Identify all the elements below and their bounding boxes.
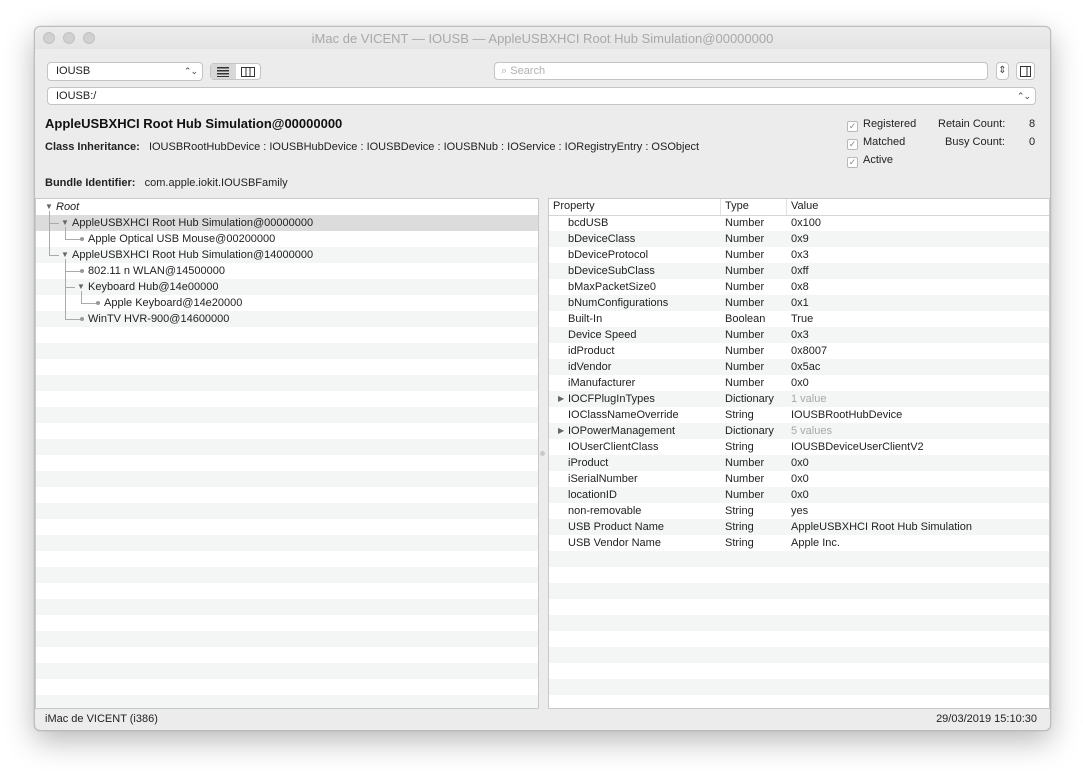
tree-label: Root bbox=[56, 201, 80, 213]
table-header bbox=[549, 199, 1049, 216]
property-type: String bbox=[725, 409, 754, 421]
tree-row[interactable] bbox=[36, 295, 538, 311]
property-row[interactable] bbox=[549, 375, 1049, 391]
property-name: locationID bbox=[568, 489, 617, 501]
property-name: USB Vendor Name bbox=[568, 537, 661, 549]
tree-connector bbox=[65, 319, 81, 320]
property-value: True bbox=[791, 313, 814, 325]
property-type: Number bbox=[725, 329, 765, 341]
property-row[interactable] bbox=[549, 327, 1049, 343]
tree-connector bbox=[65, 239, 81, 240]
tree-label: Apple Keyboard@14e20000 bbox=[104, 297, 243, 309]
property-value: 0x0 bbox=[791, 457, 809, 469]
property-value: 0x3 bbox=[791, 329, 809, 341]
property-row[interactable] bbox=[549, 487, 1049, 503]
property-name: iManufacturer bbox=[568, 377, 636, 389]
disclosure-triangle-icon[interactable]: ▼ bbox=[77, 282, 85, 291]
property-type: Number bbox=[725, 297, 765, 309]
property-type: Number bbox=[725, 489, 765, 501]
property-value: IOUSBRootHubDevice bbox=[791, 409, 903, 421]
tree-connector bbox=[65, 259, 66, 319]
property-value: 0x8007 bbox=[791, 345, 828, 357]
disclosure-triangle-icon[interactable]: ▼ bbox=[45, 202, 53, 211]
registered-label: Registered bbox=[863, 118, 917, 130]
property-value: 0x8 bbox=[791, 281, 809, 293]
column-header-value[interactable]: Value bbox=[791, 200, 819, 212]
busy-count-label: Busy Count: bbox=[945, 136, 1005, 148]
property-row[interactable] bbox=[549, 503, 1049, 519]
property-row[interactable] bbox=[549, 439, 1049, 455]
tree-row-selected[interactable] bbox=[36, 215, 538, 231]
property-type: Number bbox=[725, 345, 765, 357]
property-type: Number bbox=[725, 473, 765, 485]
property-name: Built-In bbox=[568, 313, 603, 325]
chevron-updown-icon: ⌃⌄ bbox=[183, 66, 197, 76]
property-type: String bbox=[725, 441, 754, 453]
checkmark-icon: ✓ bbox=[848, 139, 857, 149]
search-scope-stepper[interactable]: ⇕ bbox=[996, 62, 1009, 80]
tree-label: 802.11 n WLAN@14500000 bbox=[88, 265, 225, 277]
table-row-background bbox=[36, 487, 538, 503]
table-row-background bbox=[36, 391, 538, 407]
property-table[interactable] bbox=[548, 198, 1050, 709]
table-row-background bbox=[549, 615, 1049, 631]
property-type: Number bbox=[725, 249, 765, 261]
checkmark-icon: ✓ bbox=[848, 121, 857, 131]
property-type: Number bbox=[725, 233, 765, 245]
tree-connector bbox=[65, 287, 75, 288]
property-value: 5 values bbox=[791, 425, 832, 437]
property-name: non-removable bbox=[568, 505, 642, 517]
property-value: yes bbox=[791, 505, 809, 517]
property-type: Boolean bbox=[725, 313, 766, 325]
property-type: Number bbox=[725, 457, 765, 469]
property-type: Number bbox=[725, 377, 765, 389]
tree-connector bbox=[65, 227, 66, 239]
table-row-background bbox=[36, 439, 538, 455]
view-mode-control[interactable] bbox=[210, 63, 261, 80]
property-row[interactable] bbox=[549, 343, 1049, 359]
property-type: Number bbox=[725, 217, 765, 229]
property-type: String bbox=[725, 505, 754, 517]
column-header-property[interactable]: Property bbox=[549, 199, 721, 215]
property-type: Number bbox=[725, 361, 765, 373]
tree-label: AppleUSBXHCI Root Hub Simulation@14000000 bbox=[72, 249, 314, 261]
table-row-background bbox=[36, 455, 538, 471]
table-row-background bbox=[36, 631, 538, 647]
table-row-background bbox=[36, 567, 538, 583]
property-type: Dictionary bbox=[725, 425, 774, 437]
property-type: String bbox=[725, 521, 754, 533]
table-row-background bbox=[36, 583, 538, 599]
property-name: IOClassNameOverride bbox=[568, 409, 679, 421]
search-placeholder: Search bbox=[510, 65, 546, 77]
property-type: String bbox=[725, 537, 754, 549]
table-row-background bbox=[36, 551, 538, 567]
bundle-value: com.apple.iokit.IOUSBFamily bbox=[144, 177, 288, 189]
class-inheritance-label: Class Inheritance: bbox=[45, 141, 140, 153]
property-value: 0x3 bbox=[791, 249, 809, 261]
disclosure-triangle-icon[interactable]: ▼ bbox=[61, 250, 69, 259]
disclosure-triangle-icon[interactable]: ▼ bbox=[61, 218, 69, 227]
tree-connector bbox=[81, 303, 97, 304]
table-row-background bbox=[36, 327, 538, 343]
table-row-background bbox=[36, 471, 538, 487]
active-checkbox bbox=[847, 154, 893, 168]
tree-connector bbox=[49, 255, 59, 256]
table-row-background bbox=[36, 647, 538, 663]
bundle-label: Bundle Identifier: bbox=[45, 177, 136, 189]
property-row[interactable] bbox=[549, 215, 1049, 231]
table-row-background bbox=[36, 615, 538, 631]
property-name: iSerialNumber bbox=[568, 473, 638, 485]
tree-node-dot bbox=[80, 317, 84, 321]
property-name: iProduct bbox=[568, 457, 609, 469]
chevron-updown-icon: ⌃⌄ bbox=[1016, 91, 1030, 101]
retain-count-label: Retain Count: bbox=[938, 118, 1006, 130]
property-row[interactable] bbox=[549, 231, 1049, 247]
property-name: bDeviceProtocol bbox=[568, 249, 649, 261]
property-row[interactable] bbox=[549, 391, 1049, 407]
tree-node-dot bbox=[80, 269, 84, 273]
registry-tree[interactable] bbox=[35, 198, 539, 709]
table-row-background bbox=[36, 535, 538, 551]
table-row-background bbox=[36, 359, 538, 375]
property-value: Apple Inc. bbox=[791, 537, 840, 549]
registered-checkbox bbox=[847, 118, 916, 132]
plane-popup[interactable] bbox=[47, 62, 203, 81]
property-value: 0x5ac bbox=[791, 361, 821, 373]
inspector-toggle-button[interactable] bbox=[1016, 62, 1035, 80]
table-row-background bbox=[549, 583, 1049, 599]
retain-count-value: 8 bbox=[1029, 118, 1036, 130]
property-name: IOUserClientClass bbox=[568, 441, 659, 453]
table-row-background bbox=[36, 519, 538, 535]
window-title: iMac de VICENT — IOUSB — AppleUSBXHCI Root Hub Simulation@00000000 bbox=[311, 31, 774, 46]
property-value: AppleUSBXHCI Root Hub Simulation bbox=[791, 521, 972, 533]
sidebar-icon bbox=[1020, 66, 1031, 77]
property-row[interactable] bbox=[549, 519, 1049, 535]
machine-name: iMac de VICENT (i386) bbox=[45, 713, 158, 725]
property-name: idVendor bbox=[568, 361, 612, 373]
tree-connector bbox=[49, 211, 50, 256]
table-row-background bbox=[549, 647, 1049, 663]
property-value: 0x0 bbox=[791, 489, 809, 501]
class-inheritance-value: IOUSBRootHubDevice : IOUSBHubDevice : IOUSBDevice : IOUSBNub : IOService : IORegistryEntry : OSObject bbox=[148, 141, 700, 153]
property-row[interactable] bbox=[549, 359, 1049, 375]
list-view-icon[interactable] bbox=[211, 64, 236, 79]
tree-row[interactable] bbox=[36, 231, 538, 247]
tree-node-dot bbox=[80, 237, 84, 241]
property-value: 1 value bbox=[791, 393, 827, 405]
property-name: bDeviceSubClass bbox=[568, 265, 655, 277]
status-bar bbox=[35, 711, 1050, 730]
tree-connector bbox=[49, 223, 59, 224]
path-popup[interactable] bbox=[47, 87, 1036, 105]
property-name: bMaxPacketSize0 bbox=[568, 281, 657, 293]
tree-label: Apple Optical USB Mouse@00200000 bbox=[88, 233, 276, 245]
property-name: bNumConfigurations bbox=[568, 297, 669, 309]
object-name: AppleUSBXHCI Root Hub Simulation@00000000 bbox=[45, 116, 343, 131]
table-row-background bbox=[549, 551, 1049, 567]
tree-row[interactable] bbox=[36, 247, 538, 263]
matched-label: Matched bbox=[863, 136, 906, 148]
search-icon: ⌕ bbox=[501, 65, 508, 77]
table-row-background bbox=[549, 695, 1049, 709]
property-type: Number bbox=[725, 281, 765, 293]
table-row-background bbox=[36, 599, 538, 615]
class-inheritance bbox=[45, 141, 699, 153]
property-name: bDeviceClass bbox=[568, 233, 636, 245]
checkmark-icon: ✓ bbox=[848, 157, 857, 167]
table-row-background bbox=[36, 423, 538, 439]
table-row-background bbox=[36, 503, 538, 519]
property-value: 0x0 bbox=[791, 377, 809, 389]
path-popup-label: IOUSB:/ bbox=[56, 90, 97, 102]
property-name: Device Speed bbox=[568, 329, 637, 341]
tree-connector bbox=[65, 271, 81, 272]
property-value: 0x9 bbox=[791, 233, 809, 245]
table-row-background bbox=[36, 679, 538, 695]
table-row-background bbox=[36, 375, 538, 391]
property-value: 0xff bbox=[791, 265, 809, 277]
table-row-background bbox=[549, 567, 1049, 583]
table-row-background bbox=[36, 407, 538, 423]
title-bar bbox=[35, 27, 1050, 49]
disclosure-triangle-icon[interactable]: ▶ bbox=[558, 394, 565, 403]
property-row[interactable] bbox=[549, 423, 1049, 439]
column-view-icon[interactable] bbox=[236, 64, 261, 79]
table-row-background bbox=[36, 343, 538, 359]
tree-connector bbox=[81, 291, 82, 303]
tree-label: Keyboard Hub@14e00000 bbox=[88, 281, 219, 293]
property-name: bcdUSB bbox=[568, 217, 609, 229]
property-name: USB Product Name bbox=[568, 521, 664, 533]
property-row[interactable] bbox=[549, 247, 1049, 263]
property-name: IOPowerManagement bbox=[568, 425, 675, 437]
tree-label: AppleUSBXHCI Root Hub Simulation@00000000 bbox=[72, 217, 314, 229]
tree-row[interactable] bbox=[36, 263, 538, 279]
busy-count-value: 0 bbox=[1029, 136, 1036, 148]
property-row[interactable] bbox=[549, 455, 1049, 471]
property-type: Dictionary bbox=[725, 393, 774, 405]
property-name: idProduct bbox=[568, 345, 615, 357]
column-header-type[interactable]: Type bbox=[721, 199, 787, 215]
property-row[interactable] bbox=[549, 279, 1049, 295]
search-field[interactable] bbox=[494, 62, 988, 80]
table-row-background bbox=[549, 679, 1049, 695]
matched-checkbox bbox=[847, 136, 905, 150]
property-row[interactable] bbox=[549, 407, 1049, 423]
property-name: IOCFPlugInTypes bbox=[568, 393, 655, 405]
table-row-background bbox=[36, 663, 538, 679]
property-value: IOUSBDeviceUserClientV2 bbox=[791, 441, 924, 453]
table-row-background bbox=[549, 663, 1049, 679]
property-row[interactable] bbox=[549, 263, 1049, 279]
property-value: 0x0 bbox=[791, 473, 809, 485]
property-row[interactable] bbox=[549, 295, 1049, 311]
ioreg-window bbox=[34, 26, 1051, 731]
property-row[interactable] bbox=[549, 535, 1049, 551]
property-row[interactable] bbox=[549, 471, 1049, 487]
property-value: 0x100 bbox=[791, 217, 821, 229]
tree-node-dot bbox=[96, 301, 100, 305]
timestamp: 29/03/2019 15:10:30 bbox=[936, 713, 1037, 725]
plane-popup-label: IOUSB bbox=[56, 65, 91, 77]
disclosure-triangle-icon[interactable]: ▶ bbox=[558, 426, 565, 435]
tree-label: WinTV HVR-900@14600000 bbox=[88, 313, 230, 325]
active-label: Active bbox=[863, 154, 893, 166]
property-type: Number bbox=[725, 265, 765, 277]
property-row[interactable] bbox=[549, 311, 1049, 327]
bundle-identifier bbox=[45, 177, 288, 189]
table-row-background bbox=[549, 631, 1049, 647]
property-value: 0x1 bbox=[791, 297, 809, 309]
tree-row-root[interactable] bbox=[36, 199, 538, 215]
table-row-background bbox=[549, 599, 1049, 615]
table-row-background bbox=[36, 695, 538, 709]
tree-row[interactable] bbox=[36, 311, 538, 327]
split-view-divider[interactable] bbox=[540, 451, 545, 456]
tree-row[interactable] bbox=[36, 279, 538, 295]
